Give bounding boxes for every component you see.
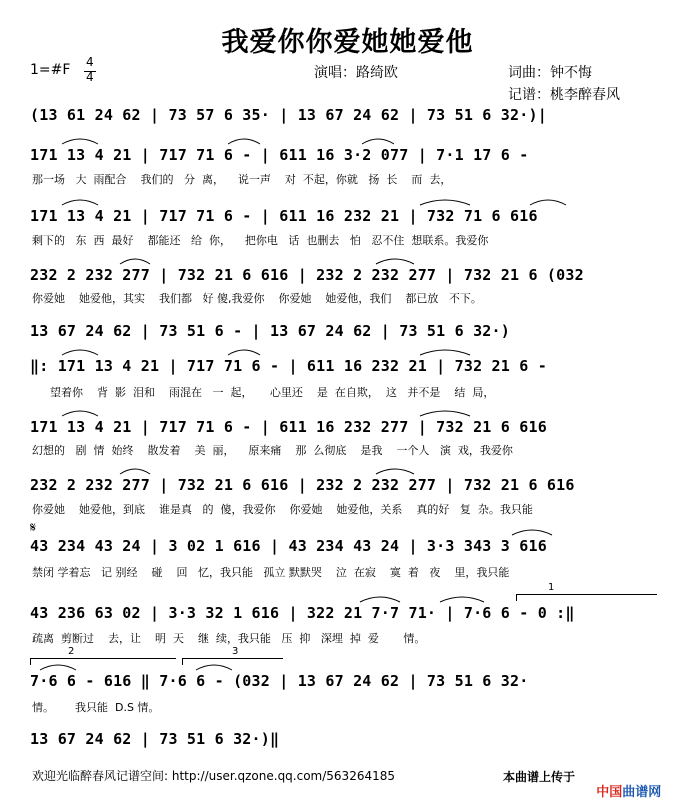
logo-text-site: 曲谱网	[622, 785, 662, 800]
logo-text-china: 中国	[596, 785, 623, 800]
score-row-1: (13 61 24 62 | 73 57 6 35· | 13 67 24 62 | 73 51 6 32·)|	[30, 106, 547, 124]
lyrics-row-11: 情。 我只能 D.S 情。	[32, 701, 160, 714]
composer-credit: 词曲：钟不悔	[508, 65, 592, 81]
key-signature: 1=#F	[30, 62, 71, 78]
site-logo[interactable]	[588, 766, 661, 800]
volta-1-label: 1	[548, 582, 555, 593]
score-row-9: 43 234 43 24 | 3 02 1 616 | 43 234 43 24 | 3·3 343 3 616	[30, 537, 547, 555]
volta-1-bracket	[516, 594, 657, 601]
volta-2-label: 2	[68, 646, 75, 657]
score-row-10: 43 236 63 02 | 3·3 32 1 616 | 322 21 7·7 71· | 7·6 6 - 0 :‖	[30, 604, 575, 622]
lyrics-row-3: 剩下的 东 西 最好 都能还 给 你， 把你电 话 也删去 怕 忍不住 想联系。我爱你	[32, 234, 489, 247]
score-row-2: 171 13 4 21 | 717 71 6 - | 611 16 3·2 077 | 7·1 17 6 -	[30, 146, 529, 164]
volta-2-bracket	[30, 658, 176, 665]
score-row-11: 7·6 6 - 616 ‖ 7·6 6 - (032 | 13 67 24 62 | 73 51 6 32·	[30, 672, 529, 690]
transcriber-credit: 记谱：桃李醉春风	[508, 87, 620, 103]
volta-3-label: 3	[232, 646, 239, 657]
lyrics-row-4: 你爱她 她爱他，其实 我们都 好 傻,我爱你 你爱她 她爱他，我们 都已放 不下。	[32, 292, 482, 305]
lyrics-row-6: 望着你 背 影 泪和 雨混在 一 起， 心里还 是 在自欺， 这 并不是 结 局，	[50, 386, 495, 399]
score-row-8: 232 2 232 277 | 732 21 6 616 | 232 2 232 277 | 732 21 6 616	[30, 476, 575, 494]
lyrics-row-10: 疏离 剪断过 去，让 明 天 继 续，我只能 压 抑 深埋 掉 爱 情。	[32, 632, 426, 645]
score-row-5: 13 67 24 62 | 73 51 6 - | 13 67 24 62 | 73 51 6 32·)	[30, 322, 510, 340]
time-signature-bottom: 4	[86, 70, 94, 84]
uploaded-label: 本曲谱上传于	[503, 770, 576, 784]
volta-3-bracket	[182, 658, 283, 665]
singer-credit: 演唱：路绮欧	[314, 65, 398, 81]
score-row-7: 171 13 4 21 | 717 71 6 - | 611 16 232 277 | 732 21 6 616	[30, 418, 547, 436]
score-row-3: 171 13 4 21 | 717 71 6 - | 611 16 232 21 | 732 71 6 616	[30, 207, 538, 225]
footer-credit: 欢迎光临醉春风记谱空间: http://user.qzone.qq.com/563264185	[32, 769, 396, 783]
segno-sign: 𝄋	[30, 520, 37, 536]
lyrics-row-2: 那一场 大 雨配合 我们的 分 离， 说一声 对 不起，你就 扬 长 而 去，	[32, 173, 452, 186]
score-row-6: ‖: 171 13 4 21 | 717 71 6 - | 611 16 232 21 | 732 21 6 -	[30, 357, 547, 375]
lyrics-row-8: 你爱她 她爱他，到底 谁是真 的 傻，我爱你 你爱她 她爱他，关系 真的好 复 杂。我只能	[32, 503, 533, 516]
song-title: 我爱你你爱她她爱他	[221, 27, 474, 58]
score-row-12: 13 67 24 62 | 73 51 6 32·)‖	[30, 730, 280, 748]
time-signature-top: 4	[86, 55, 94, 69]
lyrics-row-9: 禁闭 学着忘 记 别经 碰 回 忆，我只能 孤立 默默哭 泣 在寂 寞 着 夜 里，我只能	[32, 566, 510, 579]
lyrics-row-7: 幻想的 剧 情 始终 散发着 美 丽， 原来痛 那 么彻底 是我 一个人 演 戏，我爱你	[32, 444, 513, 457]
score-row-4: 232 2 232 277 | 732 21 6 616 | 232 2 232 277 | 732 21 6 (032	[30, 266, 584, 284]
